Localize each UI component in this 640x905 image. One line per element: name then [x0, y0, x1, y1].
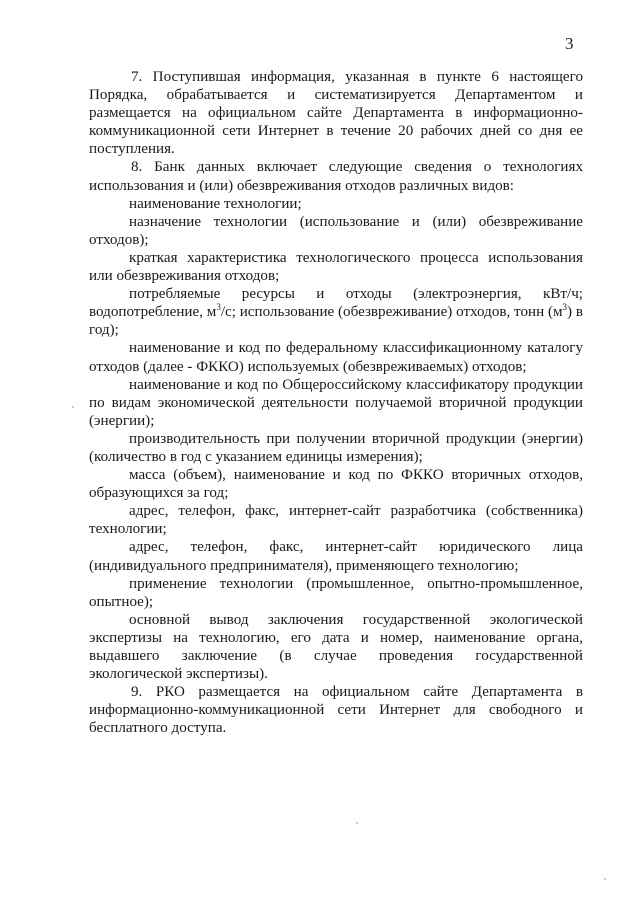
scan-speck	[356, 822, 358, 824]
scan-speck	[72, 406, 74, 408]
page-number: 3	[565, 34, 574, 53]
item-developer-contacts: адрес, телефон, факс, интернет-сайт разработчика (собственника) технологии;	[89, 503, 583, 538]
item-user-contacts: адрес, телефон, факс, интернет-сайт юридического лица (индивидуального предпринимателя), применяющего технологию;	[89, 539, 583, 574]
item-consumed-resources	[89, 285, 583, 339]
document-body	[89, 68, 583, 737]
resources-text-1: потребляемые ресурсы и отходы (электроэнергия, кВт/ч; водопотребление, м	[89, 286, 583, 321]
item-technology-name: наименование технологии;	[129, 195, 302, 212]
scan-speck	[604, 878, 606, 880]
item-technology-application: применение технологии (промышленное, опытно-промышленное, опытное);	[89, 575, 583, 610]
resources-text-2: /с; использование (обезвреживание) отходов, тонн (м	[220, 304, 563, 321]
paragraph-7: 7. Поступившая информация, указанная в пункте 6 настоящего Порядка, обрабатывается и систематизируется Департаментом и размещается на официальном сайте Департамента в информационно-коммуникационной сети Интернет в течение 20 рабочих дней со дня ее поступления.	[89, 69, 583, 158]
superscript-cubed-2: 3	[562, 302, 568, 313]
superscript-cubed-1: 3	[216, 302, 221, 313]
item-technology-purpose: назначение технологии (использование и (или) обезвреживание отходов);	[89, 213, 583, 248]
item-productivity: производительность при получении вторичной продукции (энергии) (количество в год с указанием единицы измерения);	[89, 430, 583, 465]
resources-text-3: ) в год);	[89, 304, 583, 339]
item-secondary-waste: масса (объем), наименование и код по ФККО вторичных отходов, образующихся за год;	[89, 467, 583, 502]
paragraph-9: 9. РКО размещается на официальном сайте Департамента в информационно-коммуникационной сети Интернет для свободного и бесплатного доступа.	[89, 684, 583, 737]
paragraph-8-intro: 8. Банк данных включает следующие сведения о технологиях использования и (или) обезвреживания отходов различных видов:	[89, 159, 583, 194]
item-okpd-code: наименование и код по Общероссийскому классификатору продукции по видам экономической деятельности получаемой вторичной продукции (энергии);	[89, 376, 583, 429]
item-process-description: краткая характеристика технологического процесса использования или обезвреживания отходов;	[89, 249, 583, 285]
item-ecological-expertise: основной вывод заключения государственной экологической экспертизы на технологию, его дата и номер, наименование органа, выдавшего заключение (в случае проведения государственной экологической экспертизы).	[89, 611, 583, 683]
item-fkko-code: наименование и код по федеральному классификационному каталогу отходов (далее - ФККО) используемых (обезвреживаемых) отходов;	[89, 340, 583, 375]
